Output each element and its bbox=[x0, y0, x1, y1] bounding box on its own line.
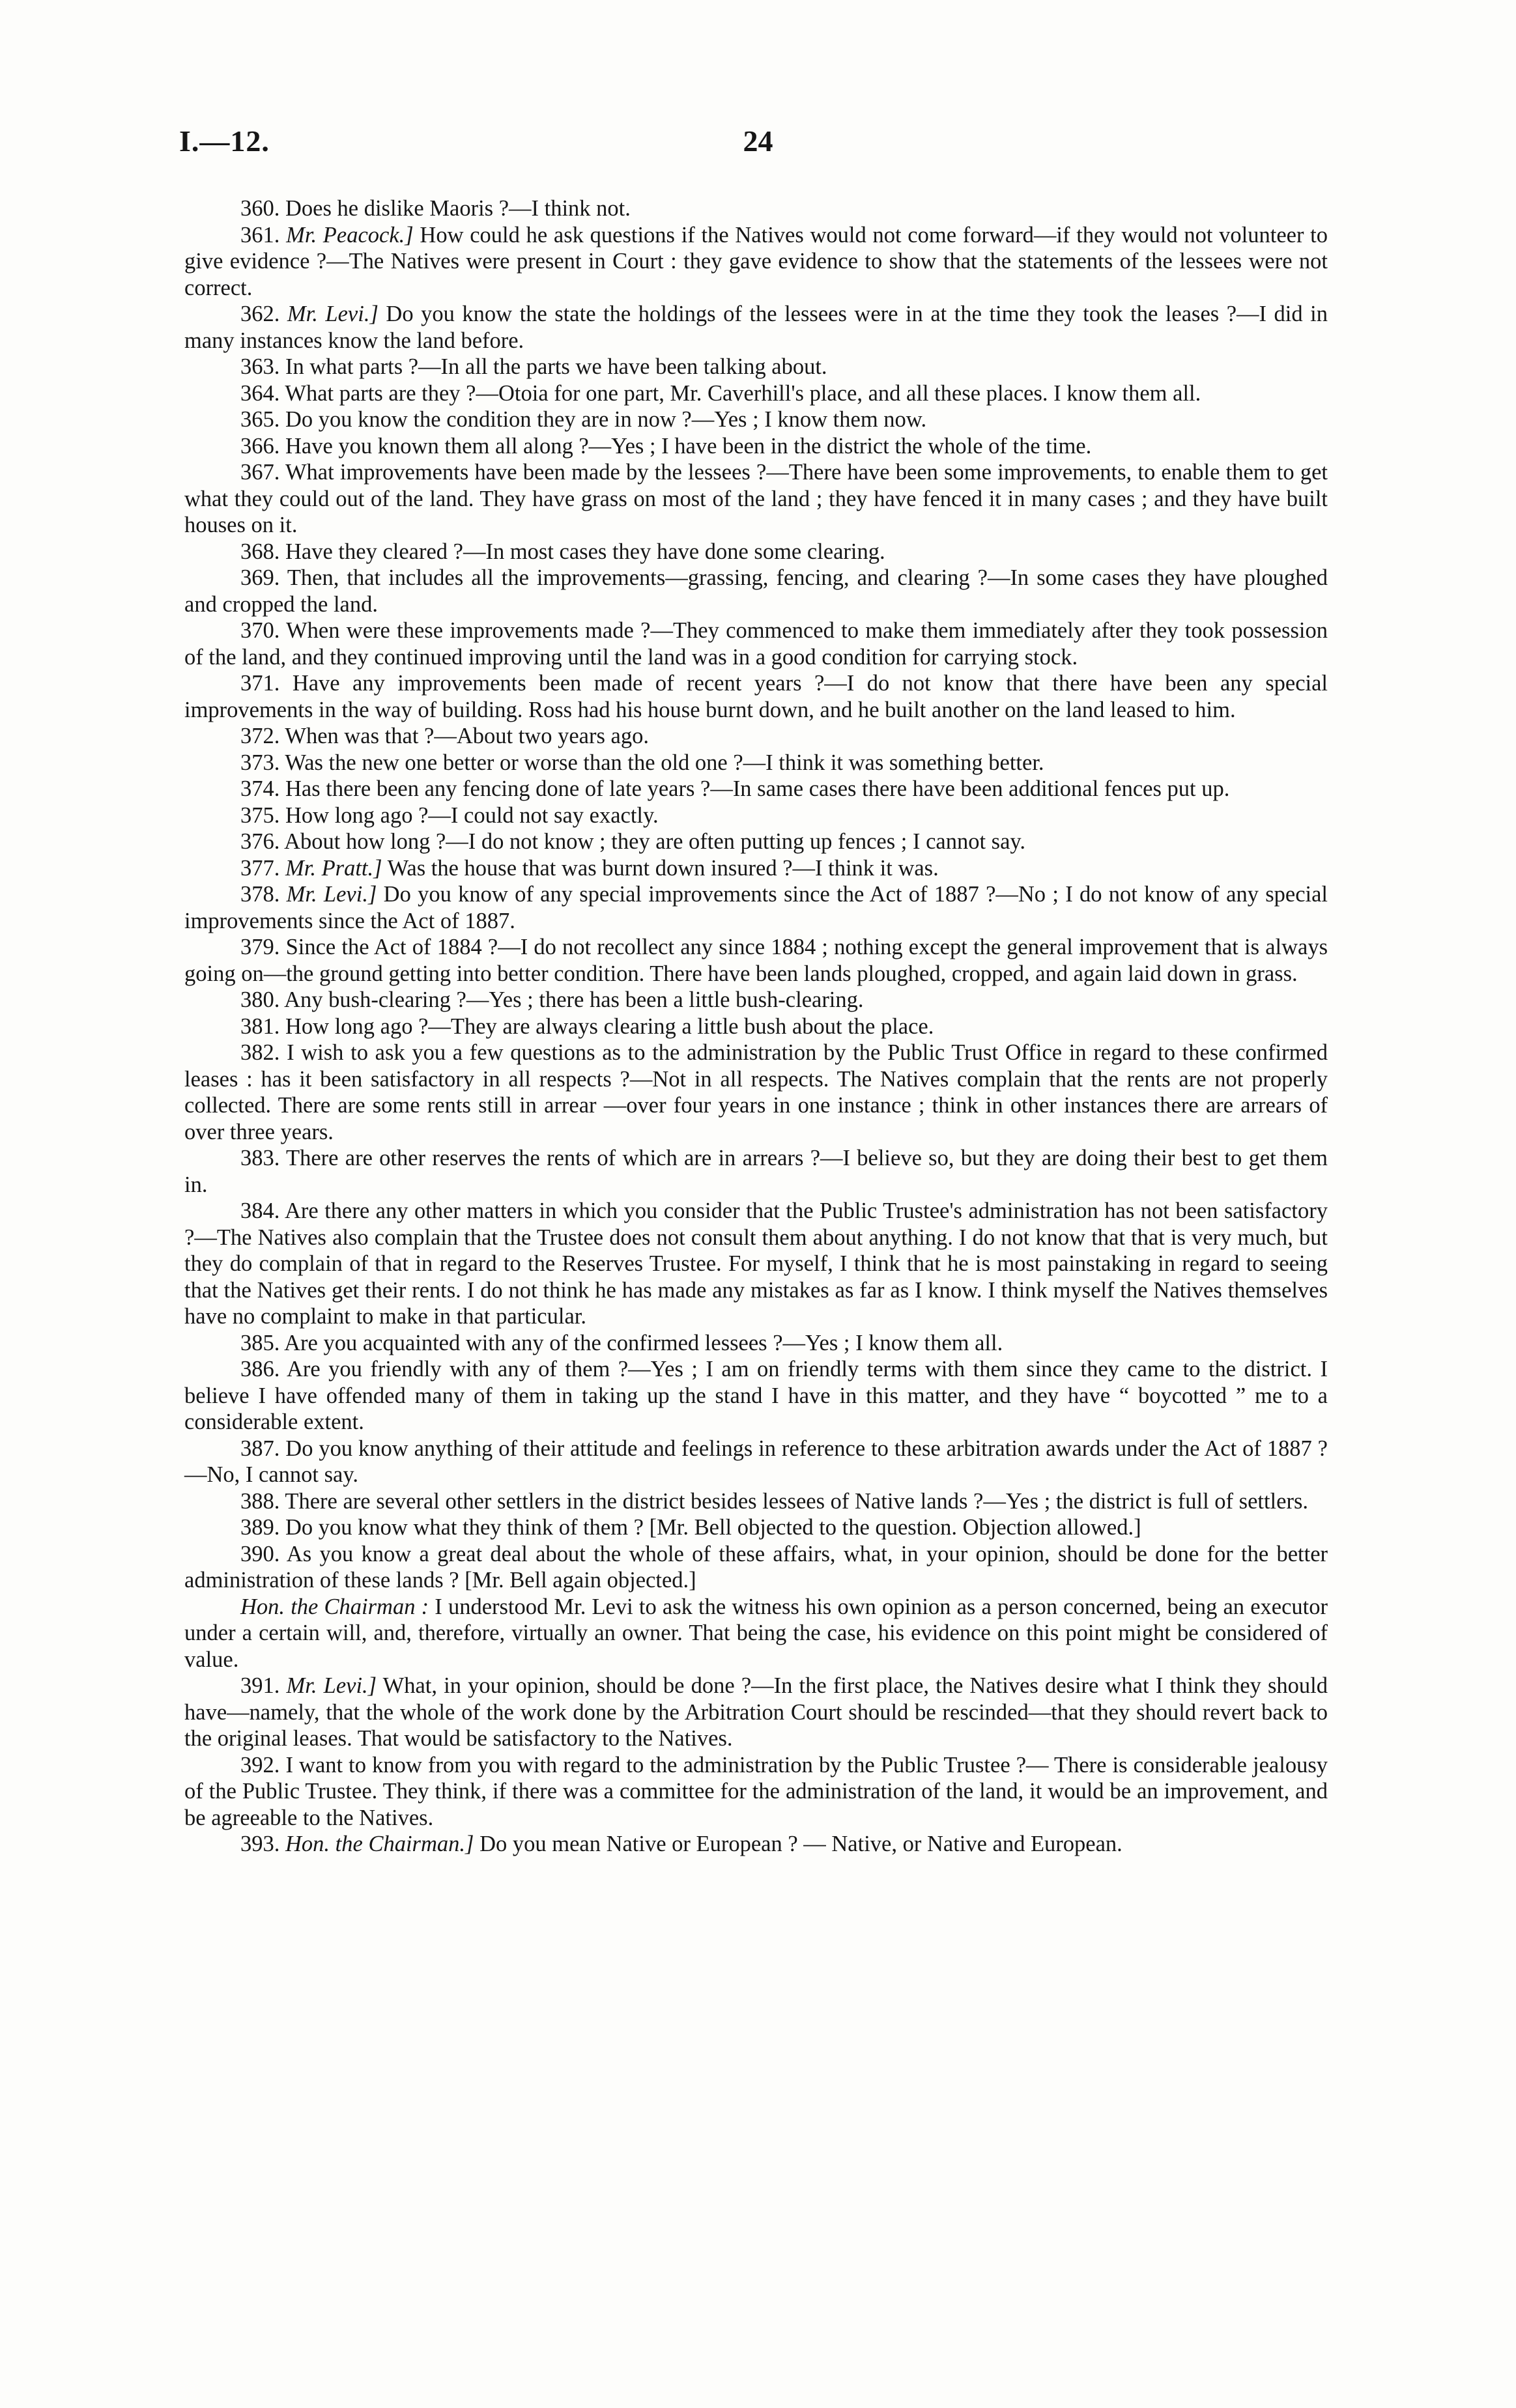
testimony-text: In what parts ?—In all the parts we have been talking about. bbox=[285, 354, 827, 379]
testimony-text: Are there any other matters in which you consider that the Public Trustee's administration has not been satisfactory ?—The Natives also complain that the Trustee does not consult them about anything. I do not know that that is very much, but they do complain of that in regard to the Reserves Trustee. For myself, I think that he is most painstaking in regard to seeing that the Natives get their rents. I do not think he has made any mistakes as far as I know. I think myself the Natives themselves have no complaint to make in that particular. bbox=[184, 1198, 1328, 1329]
testimony-paragraph bbox=[184, 406, 1328, 433]
testimony-paragraph bbox=[184, 195, 1328, 222]
speaker-label: Hon. the Chairman.] bbox=[285, 1832, 474, 1856]
question-number: 381. bbox=[240, 1013, 280, 1039]
question-number: 362. bbox=[240, 302, 280, 326]
testimony-paragraph bbox=[184, 354, 1328, 380]
testimony-paragraph bbox=[184, 1752, 1328, 1832]
testimony-paragraph bbox=[184, 301, 1328, 354]
question-number: 388. bbox=[240, 1488, 280, 1514]
question-number: 360. bbox=[240, 196, 280, 221]
speaker-label: Mr. Peacock.] bbox=[286, 222, 414, 248]
testimony-text: How could he ask questions if the Natives would not come forward—if they would not volunteer to give evidence ?—The Natives were present in Court : they gave evidence to show that the statements of the lessees were not correct. bbox=[184, 222, 1328, 300]
testimony-paragraph bbox=[184, 565, 1328, 617]
testimony-paragraph bbox=[184, 1040, 1328, 1145]
testimony-text: Was the new one better or worse than the old one ?—I think it was something better. bbox=[285, 750, 1044, 775]
testimony-text: I wish to ask you a few questions as to the administration by the Public Trust Office in regard to these confirmed leases : has it been satisfactory in all respects ?—Not in all respects. The Natives complain that the rents are not properly collected. There are some rents still in arrear —over four years in one instance ; think in other instances there are arrears of over three years. bbox=[184, 1040, 1328, 1144]
question-number: 385. bbox=[240, 1330, 280, 1355]
question-number: 392. bbox=[240, 1752, 280, 1778]
testimony-paragraph bbox=[184, 1541, 1328, 1594]
question-number: 377. bbox=[240, 855, 280, 881]
testimony-text: Do you know anything of their attitude and feelings in reference to these arbitration awards under the Act of 1887 ?—No, I cannot say. bbox=[184, 1436, 1328, 1487]
testimony-text: Since the Act of 1884 ?—I do not recollect any since 1884 ; nothing except the general improvement that is always going on—the ground getting into better condition. There have been lands ploughed, cropped, and again laid down in grass. bbox=[184, 935, 1328, 986]
testimony-text: Any bush-clearing ?—Yes ; there has been a little bush-clearing. bbox=[284, 987, 864, 1012]
testimony-paragraph bbox=[184, 1330, 1328, 1357]
testimony-text: I understood Mr. Levi to ask the witness his own opinion as a person concerned, being an executor under a certain will, and, therefore, virtually an owner. That being the case, his evidence on this point might be considered of value. bbox=[184, 1594, 1328, 1672]
speaker-label: Mr. Pratt.] bbox=[285, 855, 382, 881]
question-number: 363. bbox=[240, 354, 280, 379]
testimony-paragraph bbox=[184, 802, 1328, 829]
question-number: 374. bbox=[240, 776, 280, 801]
question-number: 384. bbox=[240, 1198, 280, 1223]
testimony-text: Do you mean Native or European ? — Native, or Native and European. bbox=[479, 1832, 1123, 1856]
testimony-paragraph bbox=[184, 776, 1328, 802]
question-number: 365. bbox=[240, 407, 280, 432]
testimony-text: Do you know the state the holdings of the lessees were in at the time they took the leases ?—I did in many instances know the land before. bbox=[184, 302, 1328, 353]
question-number: 386. bbox=[240, 1357, 280, 1381]
testimony-paragraph bbox=[184, 380, 1328, 407]
testimony-text: Are you acquainted with any of the confirmed lessees ?—Yes ; I know them all. bbox=[284, 1330, 1003, 1355]
question-number: 370. bbox=[240, 618, 280, 643]
testimony-text: I want to know from you with regard to the administration by the Public Trustee ?— There is considerable jealousy of the Public Trustee. They think, if there was a committee for the administration of the land, it would be an improvement, and be agreeable to the Natives. bbox=[184, 1752, 1328, 1830]
testimony-text: There are other reserves the rents of which are in arrears ?—I believe so, but they are doing their best to get them in. bbox=[184, 1146, 1328, 1197]
testimony-paragraph bbox=[184, 1831, 1328, 1858]
testimony-text: About how long ?—I do not know ; they are often putting up fences ; I cannot say. bbox=[284, 829, 1026, 854]
page-header bbox=[173, 124, 1343, 169]
testimony-text: What improvements have been made by the lessees ?—There have been some improvements, to enable them to get what they could out of the land. They have grass on most of the land ; they have fenced it in many cases ; and they have built houses on it. bbox=[184, 460, 1328, 537]
testimony-paragraph bbox=[184, 433, 1328, 460]
question-number: 368. bbox=[240, 539, 280, 564]
testimony-paragraph bbox=[184, 881, 1328, 934]
testimony-text: When was that ?—About two years ago. bbox=[285, 724, 649, 748]
question-number: 364. bbox=[240, 380, 280, 406]
testimony-text: Was the house that was burnt down insured ?—I think it was. bbox=[387, 855, 939, 881]
question-number: 369. bbox=[240, 565, 280, 590]
testimony-paragraph bbox=[184, 222, 1328, 302]
speaker-label: Mr. Levi.] bbox=[287, 302, 379, 326]
testimony-text: Do you know of any special improvements since the Act of 1887 ?—No ; I do not know of any special improvements since the Act of 1887. bbox=[184, 882, 1328, 933]
testimony-text: Does he dislike Maoris ?—I think not. bbox=[285, 196, 631, 221]
question-number: 379. bbox=[240, 935, 280, 959]
page-number: 24 bbox=[743, 124, 773, 158]
document-reference: I.—12. bbox=[179, 124, 270, 158]
testimony-paragraph bbox=[184, 617, 1328, 670]
testimony-text: How long ago ?—I could not say exactly. bbox=[285, 802, 659, 828]
question-number: 380. bbox=[240, 987, 280, 1012]
testimony-paragraph bbox=[184, 1013, 1328, 1040]
testimony-paragraph bbox=[184, 1514, 1328, 1541]
testimony-paragraph bbox=[184, 1145, 1328, 1198]
testimony-text: Have they cleared ?—In most cases they have done some clearing. bbox=[285, 539, 885, 564]
question-number: 373. bbox=[240, 750, 280, 775]
testimony-text: Have any improvements been made of recent years ?—I do not know that there have been any special improvements in the way of building. Ross had his house burnt down, and he built another on the land leased to him. bbox=[184, 671, 1328, 722]
document-body bbox=[184, 195, 1328, 1858]
testimony-text: There are several other settlers in the district besides lessees of Native lands ?—Yes ; the district is full of settlers. bbox=[285, 1488, 1308, 1514]
testimony-text: Do you know the condition they are in now ?—Yes ; I know them now. bbox=[285, 407, 927, 432]
testimony-paragraph bbox=[184, 1436, 1328, 1488]
testimony-paragraph bbox=[184, 670, 1328, 723]
speaker-label: Mr. Levi.] bbox=[286, 882, 377, 907]
testimony-paragraph bbox=[184, 459, 1328, 539]
testimony-paragraph bbox=[184, 1594, 1328, 1673]
question-number: 383. bbox=[240, 1146, 280, 1170]
testimony-text: Then, that includes all the improvements—grassing, fencing, and clearing ?—In some cases they have ploughed and cropped the land. bbox=[184, 565, 1328, 617]
question-number: 366. bbox=[240, 433, 280, 459]
testimony-text: What parts are they ?—Otoia for one part, Mr. Caverhill's place, and all these places. I know them all. bbox=[285, 380, 1201, 406]
question-number: 361. bbox=[240, 222, 280, 248]
speaker-label: Mr. Levi.] bbox=[286, 1673, 377, 1698]
testimony-paragraph bbox=[184, 539, 1328, 565]
testimony-paragraph bbox=[184, 1198, 1328, 1330]
testimony-paragraph bbox=[184, 934, 1328, 987]
speaker-label: Hon. the Chairman : bbox=[240, 1594, 429, 1619]
testimony-paragraph bbox=[184, 1356, 1328, 1436]
testimony-text: Has there been any fencing done of late years ?—In same cases there have been additional fences put up. bbox=[285, 776, 1230, 801]
testimony-text: When were these improvements made ?—They commenced to make them immediately after they took possession of the land, and they continued improving until the land was in a good condition for carrying stock. bbox=[184, 618, 1328, 670]
question-number: 387. bbox=[240, 1436, 280, 1461]
question-number: 376. bbox=[240, 829, 280, 854]
testimony-paragraph bbox=[184, 987, 1328, 1013]
question-number: 371. bbox=[240, 671, 280, 696]
testimony-paragraph bbox=[184, 723, 1328, 750]
testimony-paragraph bbox=[184, 1488, 1328, 1515]
question-number: 382. bbox=[240, 1040, 280, 1065]
question-number: 391. bbox=[240, 1673, 280, 1698]
testimony-text: Do you know what they think of them ? [Mr. Bell objected to the question. Objection allowed.] bbox=[285, 1515, 1141, 1540]
question-number: 390. bbox=[240, 1541, 280, 1566]
question-number: 375. bbox=[240, 802, 280, 828]
testimony-paragraph bbox=[184, 855, 1328, 882]
question-number: 378. bbox=[240, 882, 280, 907]
testimony-text: What, in your opinion, should be done ?—In the first place, the Natives desire what I think they should have—namely, that the whole of the work done by the Arbitration Court should be rescinded—that they should revert back to the original leases. That would be satisfactory to the Natives. bbox=[184, 1673, 1328, 1751]
testimony-text: Are you friendly with any of them ?—Yes ; I am on friendly terms with them since they came to the district. I believe I have offended many of them in taking up the stand I have in this matter, and they have “ boycotted ” me to a considerable extent. bbox=[184, 1357, 1328, 1434]
testimony-paragraph bbox=[184, 750, 1328, 776]
question-number: 367. bbox=[240, 460, 280, 485]
question-number: 372. bbox=[240, 724, 280, 748]
question-number: 393. bbox=[240, 1832, 280, 1856]
question-number: 389. bbox=[240, 1515, 280, 1540]
testimony-text: How long ago ?—They are always clearing a little bush about the place. bbox=[285, 1013, 934, 1039]
testimony-paragraph bbox=[184, 1673, 1328, 1752]
testimony-paragraph bbox=[184, 829, 1328, 855]
testimony-text: Have you known them all along ?—Yes ; I have been in the district the whole of the time. bbox=[285, 433, 1092, 459]
testimony-text: As you know a great deal about the whole of these affairs, what, in your opinion, should be done for the better administration of these lands ? [Mr. Bell again objected.] bbox=[184, 1541, 1328, 1593]
